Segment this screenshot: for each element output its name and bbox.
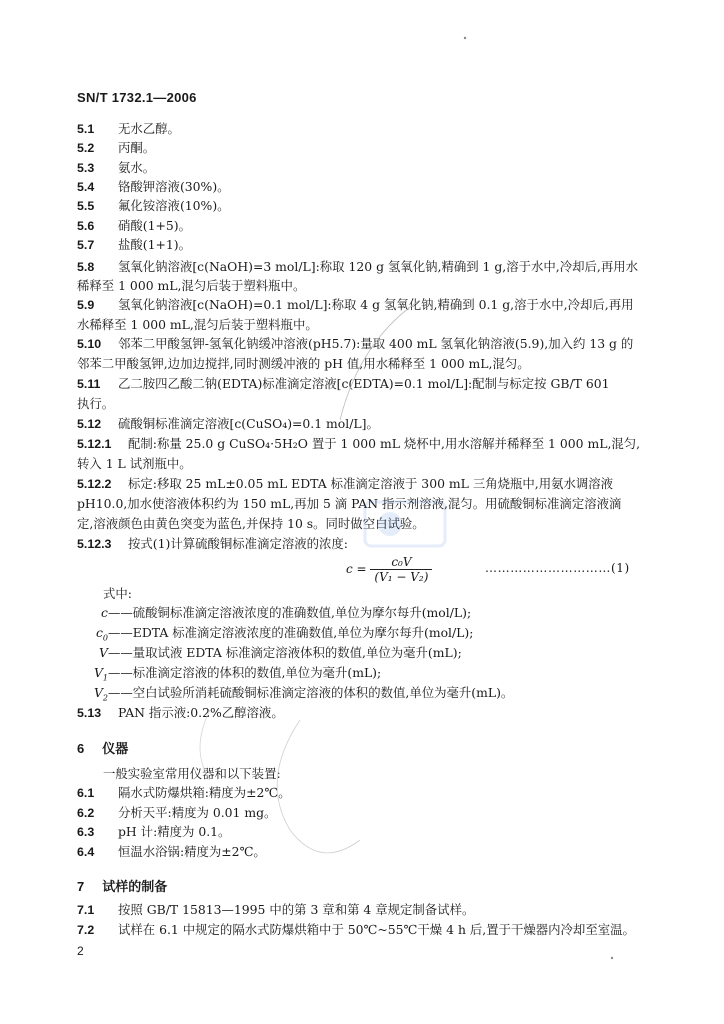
list-item-continuation: pH10.0,加水使溶液体积约为 150 mL,再加 5 滴 PAN 指示剂溶液,混匀。用硫酸铜标准滴定溶液滴: [77, 496, 622, 511]
list-item-continuation: 水稀释至 1 000 mL,混匀后装于塑料瓶中。: [77, 317, 318, 332]
list-item: 5.8 氢氧化钠溶液[c(NaOH)=3 mol/L]:称取 120 g 氢氧化钠,精确到 1 g,溶于水中,冷却后,再用水: [77, 259, 639, 274]
formula-fraction: $\frac{\text{c₀V}}{\text{(V₁ − V₂)}}$: [370, 555, 432, 584]
list-item: 5.12.3 按式(1)计算硫酸铜标准滴定溶液的浓度:: [77, 536, 348, 551]
list-item: 5.4 铬酸钾溶液(30%)。: [77, 179, 230, 194]
list-item-continuation: 定,溶液颜色由黄色突变为蓝色,并保持 10 s。同时做空白试验。: [77, 516, 425, 531]
page-number: 2: [77, 944, 84, 958]
list-item: 5.3 氨水。: [77, 160, 156, 175]
formula: c = $\frac{\text{c₀V}}{\text{(V₁ − V₂)}}$: [346, 555, 432, 584]
where-label: 式中:: [103, 586, 132, 601]
variable-definition: c——硫酸铜标准滴定溶液浓度的准确数值,单位为摩尔每升(mol/L);: [101, 605, 472, 620]
list-item-continuation: 邻苯二甲酸氢钾,边加边搅拌,同时测缓冲液的 pH 值,用水稀释至 1 000 mL,混匀。: [77, 356, 530, 371]
section-heading: 6 仪器: [77, 741, 129, 756]
list-item: 6.3 pH 计:精度为 0.1。: [77, 824, 231, 839]
list-item: 5.1 无水乙醇。: [77, 121, 180, 136]
variable-definition: V——量取试液 EDTA 标准滴定溶液体积的数值,单位为毫升(mL);: [99, 645, 462, 660]
list-item: 5.12 硫酸铜标准滴定溶液[c(CuSO₄)=0.1 mol/L]。: [77, 416, 379, 431]
watermark-logo-icon: [360, 494, 450, 554]
list-item-continuation: 稀释至 1 000 mL,混匀后装于塑料瓶中。: [77, 278, 306, 293]
list-item: 6.1 隔水式防爆烘箱:精度为±2℃。: [77, 785, 291, 800]
standard-code-header: SN/T 1732.1—2006: [77, 90, 197, 105]
list-item: 7.2 试样在 6.1 中规定的隔水式防爆烘箱中于 50℃~55℃干燥 4 h 后,置于干燥器内冷却至室温。: [77, 922, 635, 937]
section-heading: 7 试样的制备: [77, 879, 168, 894]
equation-number: …………………………(1): [485, 561, 630, 575]
section-intro: 一般实验室常用仪器和以下装置:: [103, 766, 281, 781]
variable-definition: $V_2——$空白试验所消耗硫酸铜标准滴定溶液的体积的数值,单位为毫升(mL)。: [93, 685, 514, 703]
list-item: 6.2 分析天平:精度为 0.01 mg。: [77, 805, 277, 820]
list-item: 5.12.2 标定:移取 25 mL±0.05 mL EDTA 标准滴定溶液于 300 mL 三角烧瓶中,用氨水调溶液: [77, 476, 614, 491]
list-item: 5.9 氢氧化钠溶液[c(NaOH)=0.1 mol/L]:称取 4 g 氢氧化钠,精确到 0.1 g,溶于水中,冷却后,再用: [77, 297, 634, 312]
list-item-continuation: 转入 1 L 试剂瓶中。: [77, 456, 192, 471]
list-item: 5.7 盐酸(1+1)。: [77, 237, 191, 252]
list-item: 5.12.1 配制:称量 25.0 g CuSO₄·5H₂O 置于 1 000 mL 烧杯中,用水溶解并稀释至 1 000 mL,混匀,: [77, 436, 641, 451]
variable-definition: $V_1——$标准滴定溶液的体积的数值,单位为毫升(mL);: [93, 665, 382, 683]
list-item: 5.5 氟化铵溶液(10%)。: [77, 198, 230, 213]
list-item-continuation: 执行。: [77, 396, 115, 411]
list-item: 5.11 乙二胺四乙酸二钠(EDTA)标准滴定溶液[c(EDTA)=0.1 mol/L]:配制与标定按 GB/T 601: [77, 376, 610, 391]
list-item: 5.10 邻苯二甲酸氢钾-氢氧化钠缓冲溶液(pH5.7):量取 400 mL 氢氧化钠溶液(5.9),加入约 13 g 的: [77, 336, 634, 351]
list-item: 5.2 丙酮。: [77, 140, 156, 155]
list-item: 7.1 按照 GB/T 15813—1995 中的第 3 章和第 4 章规定制备试样。: [77, 902, 475, 917]
list-item: 5.6 硝酸(1+5)。: [77, 218, 191, 233]
list-item: 5.13 PAN 指示液:0.2%乙醇溶液。: [77, 705, 284, 720]
list-item: 6.4 恒温水浴锅:精度为±2℃。: [77, 844, 266, 859]
variable-definition: $c_0——EDTA$ 标准滴定溶液浓度的准确数值,单位为摩尔每升(mol/L);: [95, 625, 474, 643]
